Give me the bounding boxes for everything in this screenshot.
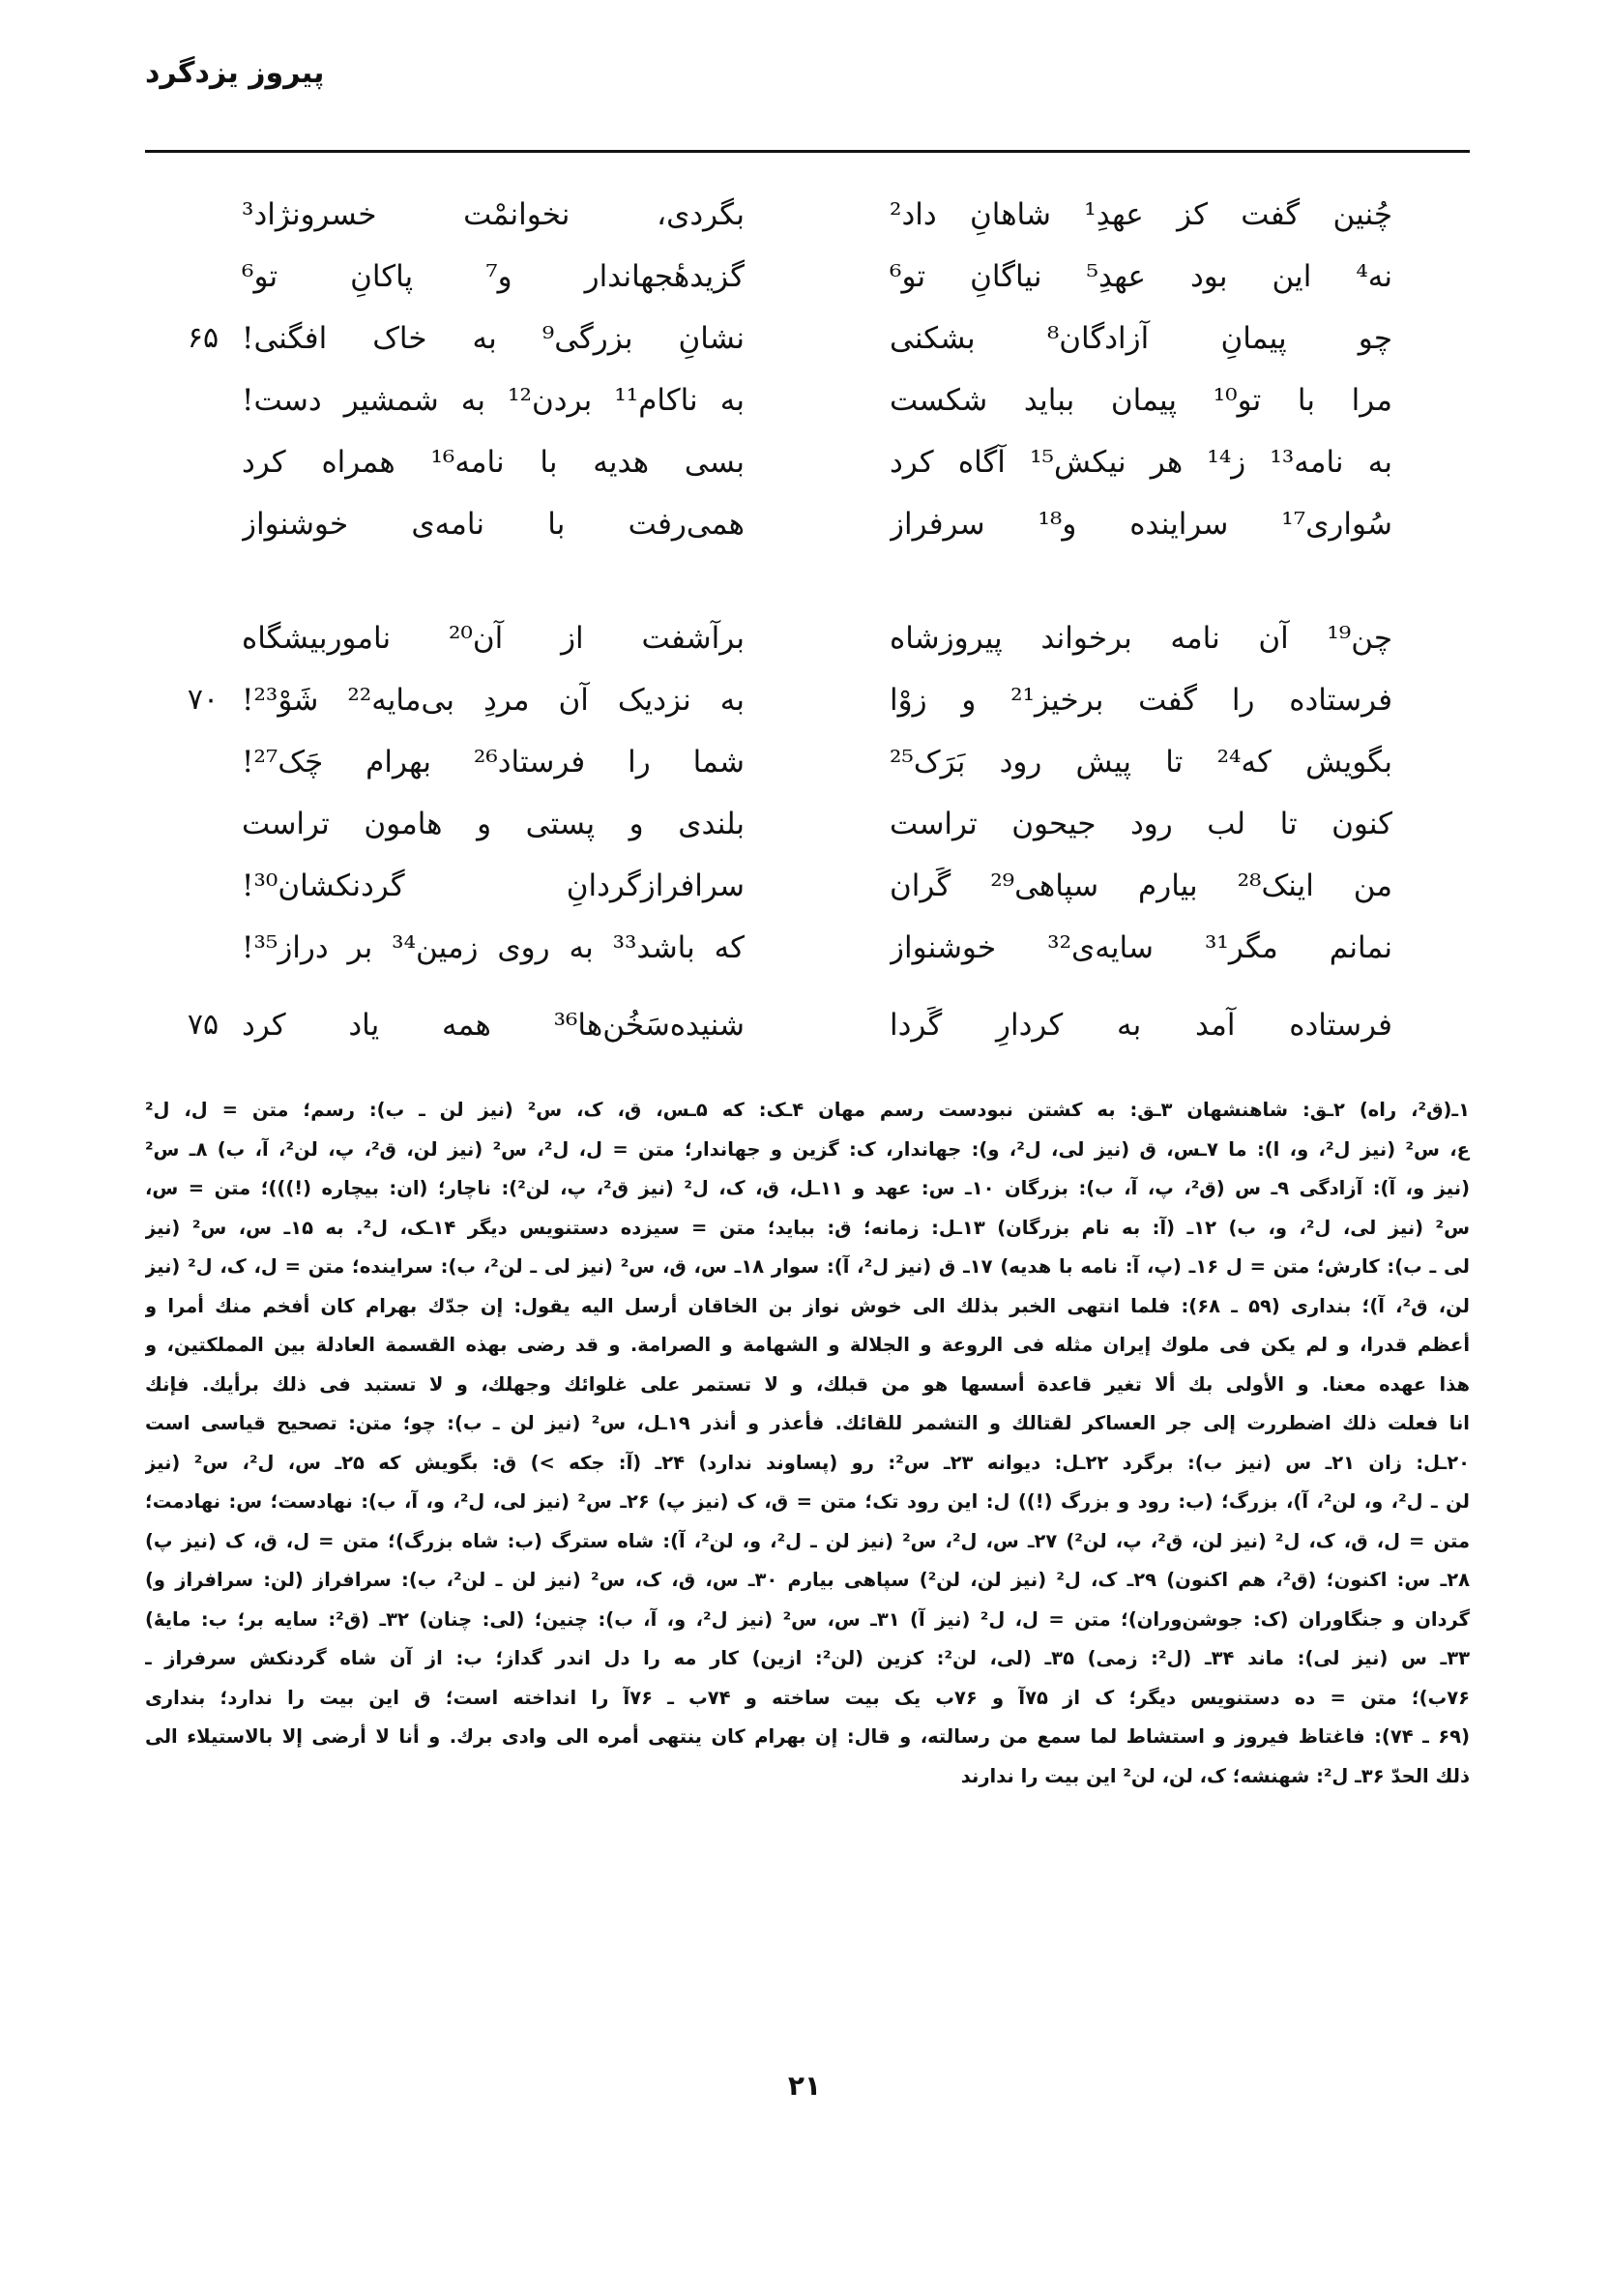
verse-row [242,369,1392,431]
hemistich-second: سرافرازگردانِ گردنکشان³⁰! [242,868,745,903]
hemistich-first: فرستاده را گفت برخیز²¹ و زوْا [890,683,1392,718]
page-number: ۲۱ [787,2070,822,2102]
verse-number: ۶۵ [187,321,219,355]
hemistich-second: به نزدیک آن مردِ بی‌مایه²² شَوْ²³! [242,683,745,718]
hemistich-second: شنیده‌سَخُن‌ها³⁶ همه یاد کرد [242,1008,745,1043]
verse-row [242,607,1392,669]
footnote-line: ۳۳ـ س (نیز لی): ماند ۳۴ـ (ل²: زمی) ۳۵ـ (لی، لن²: کزین (لن²: ازین) کار مه را دل اندر گداز؛ ب: از آن شاه گردنکش سرفراز ـ [145,1647,1470,1669]
hemistich-first: نه⁴ این بود عهدِ⁵ نیاگانِ تو⁶ [890,259,1392,294]
hemistich-second: بلندی و پستی و هامون تراست [242,807,745,841]
hemistich-second: به ناکام¹¹ بردن¹² به شمشیر دست! [242,383,745,418]
footnote-line: (۶۹ ـ ۷۴): فاغتاظ فیروز و استشاط لما سمع من رسالته، و قال: إن بهرام كان ينتهى أمره الى وادى برك. و أنا لا أرضى إلا بالاستيلاء الى [145,1725,1470,1748]
hemistich-first: چُنین گفت کز عهدِ¹ شاهانِ داد² [890,197,1392,232]
hemistich-first: من اینک²⁸ بیارم سپاهی²⁹ گَران [890,868,1392,903]
hemistich-first: فرستاده آمد به کردارِ گَردا [890,1008,1392,1043]
header-rule [145,150,1470,153]
verse-row [242,246,1392,308]
hemistich-second: بسی هدیه با نامه¹⁶ همراه کرد [242,445,745,480]
hemistich-second: برآشفت از آن²⁰ ناموربیشگاه [242,621,745,656]
hemistich-first: مرا با تو¹⁰ پیمان بباید شکست [890,383,1392,418]
hemistich-first: چن¹⁹ آن نامه برخواند پیروزشاه [890,621,1392,656]
footnote-line: ۲۸ـ س: اکنون؛ (ق²، هم اکنون) ۲۹ـ ک، ل² (نیز لن، لن²) سپاهی بیارم ۳۰ـ س، ق، ک، س² (نیز لن ـ لن²، ب): سرافراز (لن: سرافراز و) [145,1569,1470,1591]
footnote-line: متن = ل، ق، ک، ل² (نیز لن، ق²، پ، لن²) ۲۷ـ س، ل²، س² (نیز لن ـ ل²، و، لن²، آ): شاه سترگ (ب: شاه بزرگ)؛ متن = ل، ق، ک (نیز پ) [145,1529,1470,1552]
hemistich-second: بگردی، نخوانمْت خسرونژاد³ [242,197,745,232]
hemistich-second: نشانِ بزرگی⁹ به خاک افگنی! [242,321,745,356]
hemistich-first: نمانم مگر³¹ سایه‌ی³² خوشنواز [890,930,1392,965]
verse-row [242,431,1392,493]
verse-row [242,917,1392,979]
hemistich-first: چو پیمانِ آزادگان⁸ بشکنی [890,321,1392,356]
footnote-line: لن، ق²، آ)؛ بنداری (۵۹ ـ ۶۸): فلما انتهى الخبر بذلك الى خوش نواز بن الخاقان أرسل اليه يقول: إن جدّك بهرام كان أفخم منك أمرا و [145,1294,1470,1317]
verse-row [242,493,1392,555]
hemistich-second: همی‌رفت با نامه‌ی خوشنواز [242,507,745,542]
verse-row [242,855,1392,917]
hemistich-second: گزیدهٔجهاندار و⁷ پاکانِ تو⁶ [242,259,745,294]
hemistich-second: شما را فرستاد²⁶ بهرام چَک²⁷! [242,745,745,780]
running-head: پیروز یزدگرد [145,56,325,90]
footnote-line: (نیز و، آ): آزادگی ۹ـ س (ق²، پ، آ، ب): بزرگان ۱۰ـ س: عهد و ۱۱ـل، ق، ک، ل² (نیز ق²، پ، لن²): ناچار؛ (ان: بیچاره (!)))؛ متن = س، [145,1177,1470,1199]
footnote-line: گردان و جنگاوران (ک: جوشن‌وران)؛ متن = ل، ل² (نیز آ) ۳۱ـ س، س² (نیز ل²، و، آ، ب): چنین؛ (لی: چنان) ۳۲ـ (ق²: سایه بر؛ ب: مایهٔ) [145,1607,1470,1631]
verse-row [187,308,1392,369]
stanza [187,184,1392,555]
footnote-line: لن ـ ل²، و، لن²، آ)، بزرگ؛ (ب: رود و بزرگ (!)) ل: این رود تک؛ متن = ق، ک (نیز پ) ۲۶ـ س² (نیز لی، ل²، و، آ، ب): نهادست؛ س: نهادمت؛ [145,1490,1470,1513]
hemistich-first: سُواری¹⁷ سراینده و¹⁸ سرفراز [890,507,1392,542]
verse-row [187,994,1392,1056]
stanza [187,607,1392,979]
footnote-line: انا فعلت ذلك اضطررت إلى جر العساكر لقتالك و التشمر للقائك. فأعذر و أنذر ۱۹ـل، س² (نیز لن ـ ب): چو؛ متن: تصحیح قیاسی است [145,1412,1470,1434]
footnote-line: هذا عهده معنا. و الأولى بك ألا تغير قاعدة أسسها هو من قبلك، و لا تستمر على غلوائك وجهلك، و لا تستبد فى ذلك برأيك. فإنك [145,1372,1470,1396]
verse-row [242,184,1392,246]
verse-row [242,793,1392,855]
hemistich-first: به نامه¹³ ز¹⁴ هر نیکش¹⁵ آگاه کرد [890,445,1392,480]
footnote-line: ۷۶ب)؛ متن = ده دستنویس دیگر؛ ک از ۷۵آ و ۷۶ب یک بیت ساخته و ۷۴ب ـ ۷۶آ را انداخته است؛ ق این بیت را ندارد؛ بنداری [145,1686,1470,1709]
verse-number: ۷۰ [187,683,219,717]
footnote-line: ۲۰ـل: زان ۲۱ـ س (نیز ب): برگرد ۲۲ـل: دیوانه ۲۳ـ س²: رو (پساوند ندارد) ۲۴ـ (آ: جکه >) ق: بگویش که ۲۵ـ س، ل²، س² (نیز [145,1451,1470,1474]
hemistich-first: بگویش که²⁴ تا پیش رود بَرَک²⁵ [890,745,1392,780]
verse-row [242,731,1392,793]
footnote-line: لی ـ ب): کارش؛ متن = ل ۱۶ـ (پ، آ: نامه با هدیه) ۱۷ـ ق (نیز ل²، آ): سوار ۱۸ـ س، ق، س² (نیز لی ـ لن²، ب): سراینده؛ متن = ل، ک، ل² (نیز [145,1255,1470,1278]
hemistich-second: که باشد³³ به روی زمین³⁴ بر دراز³⁵! [242,930,745,965]
footnote-line: ۱ـ(ق²، راه) ۲ـق: شاهنشهان ۳ـق: به کشتن نبودست رسم مهان ۴ـک: که ۵ـس، ق، ک، س² (نیز لن ـ ب): رسم؛ متن = ل، ل² [145,1099,1470,1121]
footnote-line: ذلك الحدّ ۳۶ـ ل²: شهنشه؛ ک، لن، لن² این بیت را ندارند [960,1764,1470,1787]
verse-number: ۷۵ [187,1008,219,1042]
stanza [187,994,1392,1056]
verse-row [187,669,1392,731]
footnotes [145,1091,1470,1796]
hemistich-first: کنون تا لب رود جیحون تراست [890,807,1392,841]
footnote-line: س² (نیز لی، ل²، و، ب) ۱۲ـ (آ: به نام بزرگان) ۱۳ـل: زمانه؛ ق: بباید؛ متن = سیزده دستنویس دیگر ۱۴ـک، ل². به ۱۵ـ س، س² (نیز [145,1216,1470,1239]
footnote-line: ع، س² (نیز ل²، و، ا): ما ۷ـس، ق (نیز لی، ل²، و): جهاندار، ک: گزین و جهاندار؛ متن = ل، ل²، س² (نیز لن، ق²، پ، لن²، آ، ب) ۸ـ س² [145,1137,1470,1161]
footnote-line: أعظم قدرا، و لم يكن فى ملوك إيران مثله فى الروعة و الجلالة و الشهامة و الصرامة. و قد رضى بهذه القسمة العادلة بين المملكتين، و [145,1334,1470,1356]
